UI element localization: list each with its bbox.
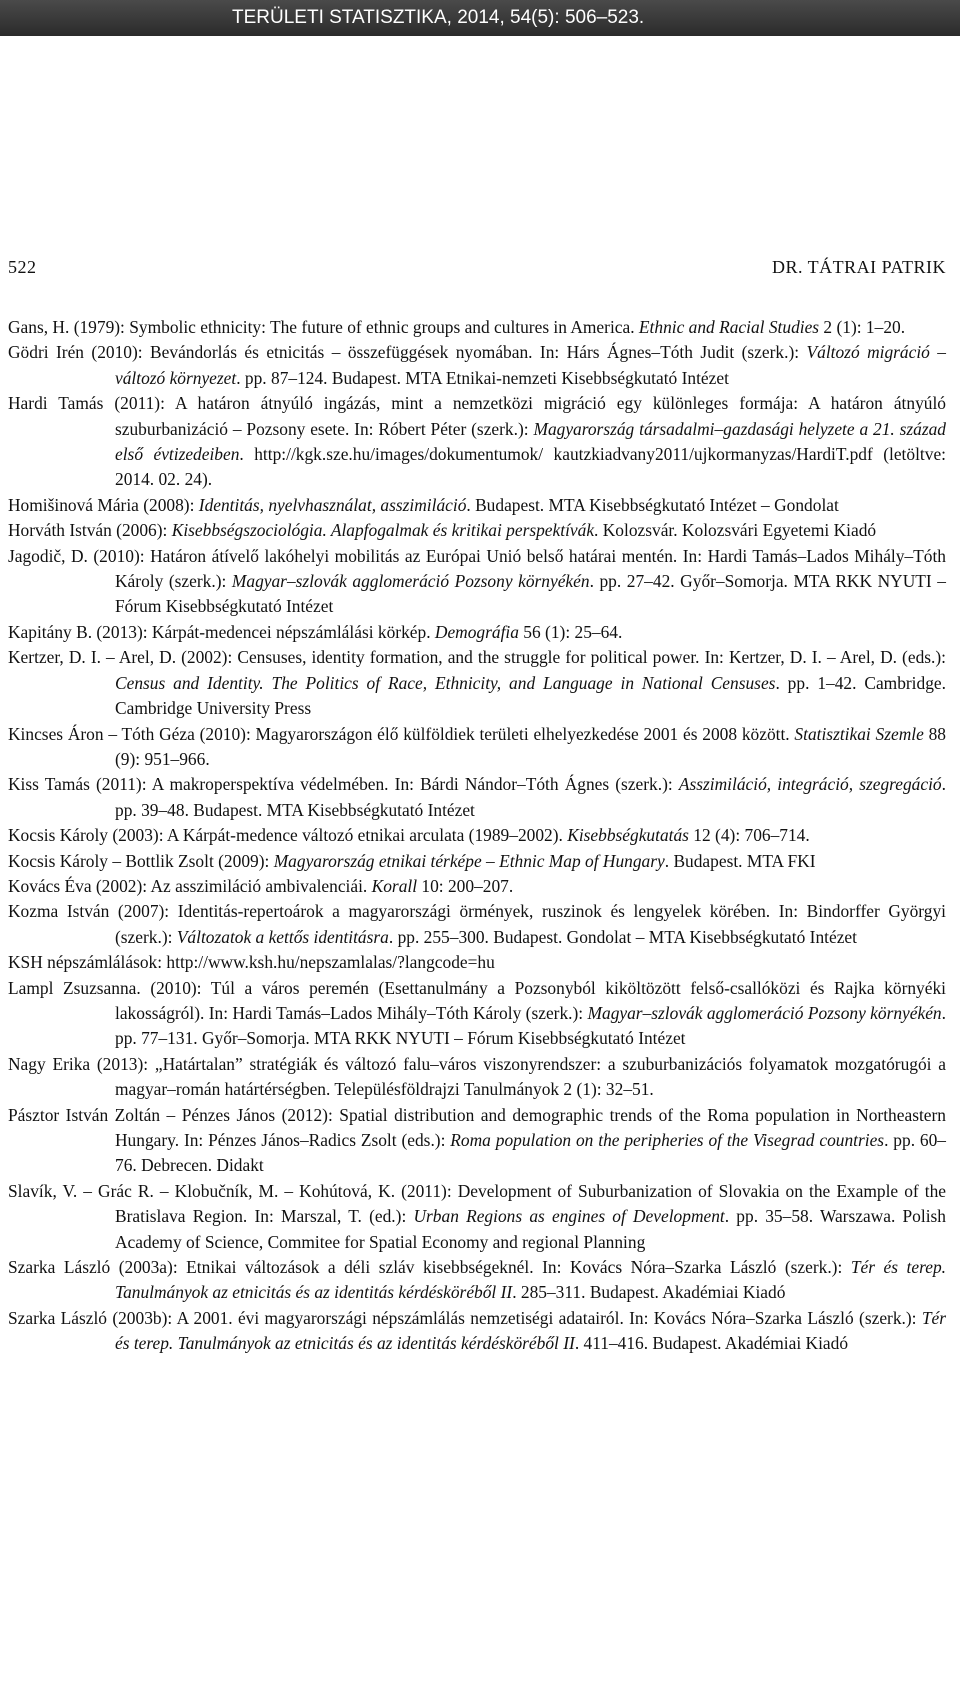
reference-entry: [8, 493, 946, 518]
reference-text: Pásztor István Zoltán – Pénzes János (2012): Spatial distribution and demographic trends of the Roma population in Northeastern Hungary. In: Pénzes János–Radics Zsolt (eds.):: [8, 1104, 946, 1150]
reference-entry: [8, 1052, 946, 1103]
reference-text: . pp. 87–124. Budapest. MTA Etnikai-nemzeti Kisebbségkutató Intézet: [236, 367, 729, 388]
reference-text: Kertzer, D. I. – Arel, D. (2002): Censuses, identity formation, and the struggle for political power. In: Kertzer, D. I. – Arel, D. (eds.):: [8, 647, 946, 668]
reference-text: Kovács Éva (2002): Az asszimiláció ambivalenciái.: [8, 875, 372, 896]
reference-title-italic: Magyar–szlovák agglomeráció Pozsony környékén: [231, 571, 590, 592]
reference-text: . http://kgk.sze.hu/images/dokumentumok/ kautzkiadvany2011/ujkormanyzas/HardiT.pdf (letöltve: 2014. 02. 24).: [115, 444, 946, 490]
reference-entry: [8, 315, 946, 340]
reference-text: . pp. 39–48. Budapest. MTA Kisebbségkutató Intézet: [115, 774, 946, 820]
reference-text: Kozma István (2007): Identitás-repertoárok a magyarországi örmények, ruszinok és lengyelek körében. In: Bindorffer Györgyi (szerk.):: [8, 901, 946, 947]
reference-text: . pp. 27–42. Győr–Somorja. MTA RKK NYUTI – Fórum Kisebbségkutató Intézet: [115, 571, 946, 617]
page-number: 522: [8, 257, 37, 277]
reference-entry: [8, 772, 946, 823]
reference-entry: [8, 620, 946, 645]
reference-entry: [8, 849, 946, 874]
reference-title-italic: Asszimiláció, integráció, szegregáció: [678, 774, 942, 795]
reference-entry: [8, 518, 946, 543]
reference-text: . Budapest. MTA FKI: [664, 850, 816, 871]
reference-entry: [8, 976, 946, 1052]
reference-entry: [8, 823, 946, 848]
reference-text: Kincses Áron – Tóth Géza (2010): Magyarországon élő külföldiek területi elhelyezkedése 2001 és 2008 között.: [8, 723, 795, 744]
reference-title-italic: Urban Regions as engines of Development: [413, 1206, 725, 1227]
running-author: DR. TÁTRAI PATRIK: [771, 257, 946, 277]
reference-title-italic: Változatok a kettős identitásra: [176, 926, 389, 947]
reference-text: . pp. 35–58. Warszawa. Polish Academy of Science, Commitee for Spatial Economy and regional Planning: [115, 1206, 946, 1252]
reference-title-italic: Magyarország etnikai térképe – Ethnic Map of Hungary: [273, 850, 665, 871]
reference-entry: [8, 950, 946, 975]
reference-text: Horváth István (2006):: [8, 520, 172, 541]
reference-text: Kocsis Károly – Bottlik Zsolt (2009):: [8, 850, 274, 871]
reference-entry: [8, 1255, 946, 1306]
reference-title-italic: Magyar–szlovák agglomeráció Pozsony környékén: [587, 1002, 942, 1023]
reference-entry: [8, 1179, 946, 1255]
reference-title-italic: Ethnic and Racial Studies: [638, 317, 820, 337]
reference-title-italic: Magyarország társadalmi–gazdasági helyzete a 21. század első évtizedeiben: [115, 418, 946, 465]
reference-entry: [8, 391, 946, 493]
reference-text: Nagy Erika (2013): „Határtalan” stratégiák és változó falu–város viszonyrendszer: a szuburbanizációs folyamatok mozgatórugói a magyar–román határtérségben. Településföldrajzi Tanulmányok 2 (1): 32–51.: [8, 1053, 946, 1100]
reference-entry: [8, 722, 946, 773]
reference-title-italic: Változó migráció – változó környezet: [115, 342, 946, 388]
reference-text: Szarka László (2003a): Etnikai változások a déli szláv kisebbségeknél. In: Kovács Nóra–Szarka László (szerk.):: [8, 1257, 851, 1278]
reference-text: . pp. 255–300. Budapest. Gondolat – MTA Kisebbségkutató Intézet: [388, 926, 857, 947]
journal-citation-band: [0, 0, 960, 36]
journal-citation: TERÜLETI STATISZTIKA, 2014, 54(5): 506–523.: [232, 7, 645, 28]
reference-text: Jagodič, D. (2010): Határon átívelő lakóhelyi mobilitás az Európai Unió belső határai mentén. In: Hardi Tamás–Lados Mihály–Tóth Károly (szerk.):: [8, 545, 946, 592]
reference-entry: [8, 544, 946, 620]
reference-entry: [8, 1103, 946, 1179]
reference-text: . 411–416. Budapest. Akadémiai Kiadó: [574, 1333, 849, 1354]
reference-entry: [8, 1306, 946, 1357]
reference-title-italic: Statisztikai Szemle: [794, 723, 924, 744]
reference-title-italic: Korall: [371, 875, 418, 896]
reference-entry: [8, 899, 946, 950]
reference-text: 56 (1): 25–64.: [518, 621, 623, 642]
reference-text: 88 (9): 951–966.: [115, 723, 946, 769]
reference-entry: [8, 874, 946, 899]
reference-text: Hardi Tamás (2011): A határon átnyúló ingázás, mint a nemzetközi migráció egy különleges formája: A határon átnyúló szuburbanizáció – Pozsony esete. In: Róbert Péter (szerk.):: [8, 393, 946, 439]
reference-text: KSH népszámlálások: http://www.ksh.hu/nepszamlalas/?langcode=hu: [8, 952, 495, 973]
page-header: [8, 257, 946, 279]
reference-title-italic: Tér és terep. Tanulmányok az etnicitás és az identitás kérdésköréből II: [115, 1257, 946, 1303]
reference-title-italic: Demográfia: [434, 621, 519, 642]
reference-text: 10: 200–207.: [417, 875, 514, 896]
reference-text: . 285–311. Budapest. Akadémiai Kiadó: [512, 1282, 786, 1303]
reference-text: . pp. 77–131. Győr–Somorja. MTA RKK NYUTI – Fórum Kisebbségkutató Intézet: [115, 1002, 946, 1049]
reference-text: . Kolozsvár. Kolozsvári Egyetemi Kiadó: [594, 520, 877, 541]
reference-text: 2 (1): 1–20.: [819, 317, 906, 337]
reference-text: Szarka László (2003b): A 2001. évi magyarországi népszámlálás nemzetiségi adatairól. In: Kovács Nóra–Szarka László (szerk.):: [8, 1307, 922, 1328]
reference-list: [8, 315, 946, 1357]
reference-entry: [8, 340, 946, 391]
reference-title-italic: Tér és terep. Tanulmányok az etnicitás és az identitás kérdésköréből II: [115, 1307, 946, 1354]
reference-text: Slavík, V. – Grác R. – Klobučník, M. – Kohútová, K. (2011): Development of Suburbanization of Slovakia on the Example of the Bratislava Region. In: Marszal, T. (ed.):: [8, 1180, 946, 1227]
reference-text: Kocsis Károly (2003): A Kárpát-medence változó etnikai arculata (1989–2002).: [8, 825, 568, 846]
reference-text: Kiss Tamás (2011): A makroperspektíva védelmében. In: Bárdi Nándor–Tóth Ágnes (szerk.):: [8, 774, 679, 795]
reference-text: Kapitány B. (2013): Kárpát-medencei népszámlálási körkép.: [8, 621, 435, 642]
reference-text: . pp. 1–42. Cambridge. Cambridge University Press: [115, 672, 946, 719]
reference-text: 12 (4): 706–714.: [688, 825, 810, 846]
reference-text: . pp. 60–76. Debrecen. Didakt: [115, 1130, 946, 1176]
reference-title-italic: Identitás, nyelvhasználat, asszimiláció: [198, 494, 467, 515]
reference-text: Gans, H. (1979): Symbolic ethnicity: The future of ethnic groups and cultures in America.: [8, 317, 639, 337]
reference-title-italic: Kisebbségkutatás: [567, 825, 689, 846]
reference-text: . Budapest. MTA Kisebbségkutató Intézet – Gondolat: [466, 494, 839, 515]
reference-entry: [8, 645, 946, 721]
reference-title-italic: Roma population on the peripheries of the Visegrad countries: [450, 1130, 885, 1150]
reference-title-italic: Census and Identity. The Politics of Race, Ethnicity, and Language in National Censuses: [115, 672, 776, 693]
reference-text: Gödri Irén (2010): Bevándorlás és etnicitás – összefüggések nyomában. In: Hárs Ágnes–Tóth Judit (szerk.):: [8, 342, 807, 363]
reference-text: Lampl Zsuzsanna. (2010): Túl a város peremén (Esettanulmány a Pozsonyból kiköltözött felső-csallóközi és Rajka környéki lakosságról). In: Hardi Tamás–Lados Mihály–Tóth Károly (szerk.):: [8, 977, 946, 1023]
reference-title-italic: Kisebbségszociológia. Alapfogalmak és kritikai perspektívák: [171, 520, 595, 541]
reference-text: Homišinová Mária (2008):: [8, 494, 199, 515]
